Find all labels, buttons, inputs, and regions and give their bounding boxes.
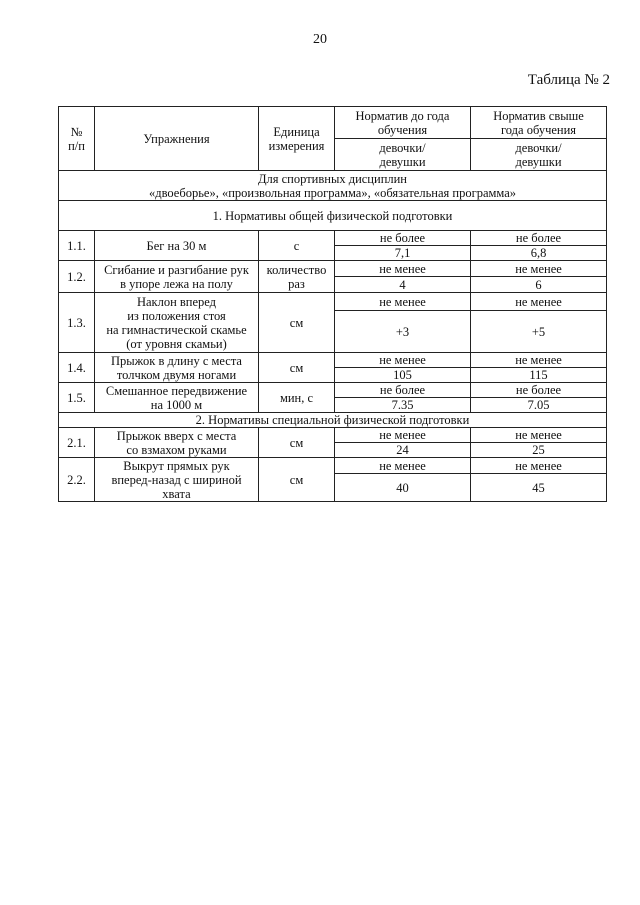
row-unit: см [259, 293, 335, 353]
row-exercise: Прыжок вверх с места со взмахом руками [95, 428, 259, 458]
table-caption: Таблица № 2 [527, 72, 610, 88]
row-condition-2: не более [471, 231, 607, 246]
row-unit: мин, с [259, 383, 335, 413]
row-condition-2: не менее [471, 353, 607, 368]
header-norm-after-year: Норматив свыше года обучения [471, 107, 607, 139]
row-value-1: 24 [335, 443, 471, 458]
table-row [59, 261, 607, 277]
row-condition-1: не менее [335, 353, 471, 368]
row-exercise: Смешанное передвижение на 1000 м [95, 383, 259, 413]
row-condition-2: не менее [471, 293, 607, 311]
row-value-1: 7,1 [335, 246, 471, 261]
table-row [59, 458, 607, 474]
header-num: № п/п [59, 107, 95, 171]
row-value-1: 4 [335, 277, 471, 293]
row-value-1: +3 [335, 311, 471, 353]
row-value-1: 40 [335, 474, 471, 502]
table-row [59, 231, 607, 246]
row-num: 1.5. [59, 383, 95, 413]
row-value-2: 6,8 [471, 246, 607, 261]
section-1-title: 1. Нормативы общей физической подготовки [59, 201, 607, 231]
header-norm-first-year: Норматив до года обучения [335, 107, 471, 139]
row-value-2: 25 [471, 443, 607, 458]
row-value-2: +5 [471, 311, 607, 353]
row-value-2: 7.05 [471, 398, 607, 413]
row-num: 2.1. [59, 428, 95, 458]
table-row [59, 293, 607, 311]
row-condition-2: не менее [471, 261, 607, 277]
row-condition-2: не менее [471, 428, 607, 443]
disciplines-row: Для спортивных дисциплин «двоеборье», «произвольная программа», «обязательная программа» [59, 171, 607, 201]
row-exercise: Наклон вперед из положения стоя на гимнастической скамье (от уровня скамьи) [95, 293, 259, 353]
row-value-2: 115 [471, 368, 607, 383]
row-num: 1.4. [59, 353, 95, 383]
row-exercise: Бег на 30 м [95, 231, 259, 261]
row-condition-1: не более [335, 383, 471, 398]
row-value-2: 6 [471, 277, 607, 293]
header-girls-2: девочки/ девушки [471, 139, 607, 171]
row-unit: см [259, 353, 335, 383]
table-row [59, 353, 607, 368]
row-condition-1: не менее [335, 261, 471, 277]
row-condition-1: не менее [335, 428, 471, 443]
row-num: 2.2. [59, 458, 95, 502]
row-num: 1.3. [59, 293, 95, 353]
row-unit: см [259, 458, 335, 502]
row-unit: с [259, 231, 335, 261]
row-condition-1: не менее [335, 293, 471, 311]
header-girls-1: девочки/ девушки [335, 139, 471, 171]
table-row [59, 383, 607, 398]
row-condition-1: не более [335, 231, 471, 246]
row-unit: количество раз [259, 261, 335, 293]
row-value-2: 45 [471, 474, 607, 502]
header-exercise: Упражнения [95, 107, 259, 171]
row-unit: см [259, 428, 335, 458]
page-number: 20 [313, 32, 327, 47]
header-unit: Единица измерения [259, 107, 335, 171]
row-condition-1: не менее [335, 458, 471, 474]
row-exercise: Прыжок в длину с места толчком двумя ногами [95, 353, 259, 383]
row-value-1: 105 [335, 368, 471, 383]
section-2-title: 2. Нормативы специальной физической подготовки [59, 413, 607, 428]
row-num: 1.2. [59, 261, 95, 293]
row-exercise: Сгибание и разгибание рук в упоре лежа на полу [95, 261, 259, 293]
row-num: 1.1. [59, 231, 95, 261]
table-row [59, 428, 607, 443]
norms-table [58, 106, 607, 502]
row-condition-2: не менее [471, 458, 607, 474]
row-exercise: Выкрут прямых рук вперед-назад с шириной хвата [95, 458, 259, 502]
row-condition-2: не более [471, 383, 607, 398]
row-value-1: 7.35 [335, 398, 471, 413]
